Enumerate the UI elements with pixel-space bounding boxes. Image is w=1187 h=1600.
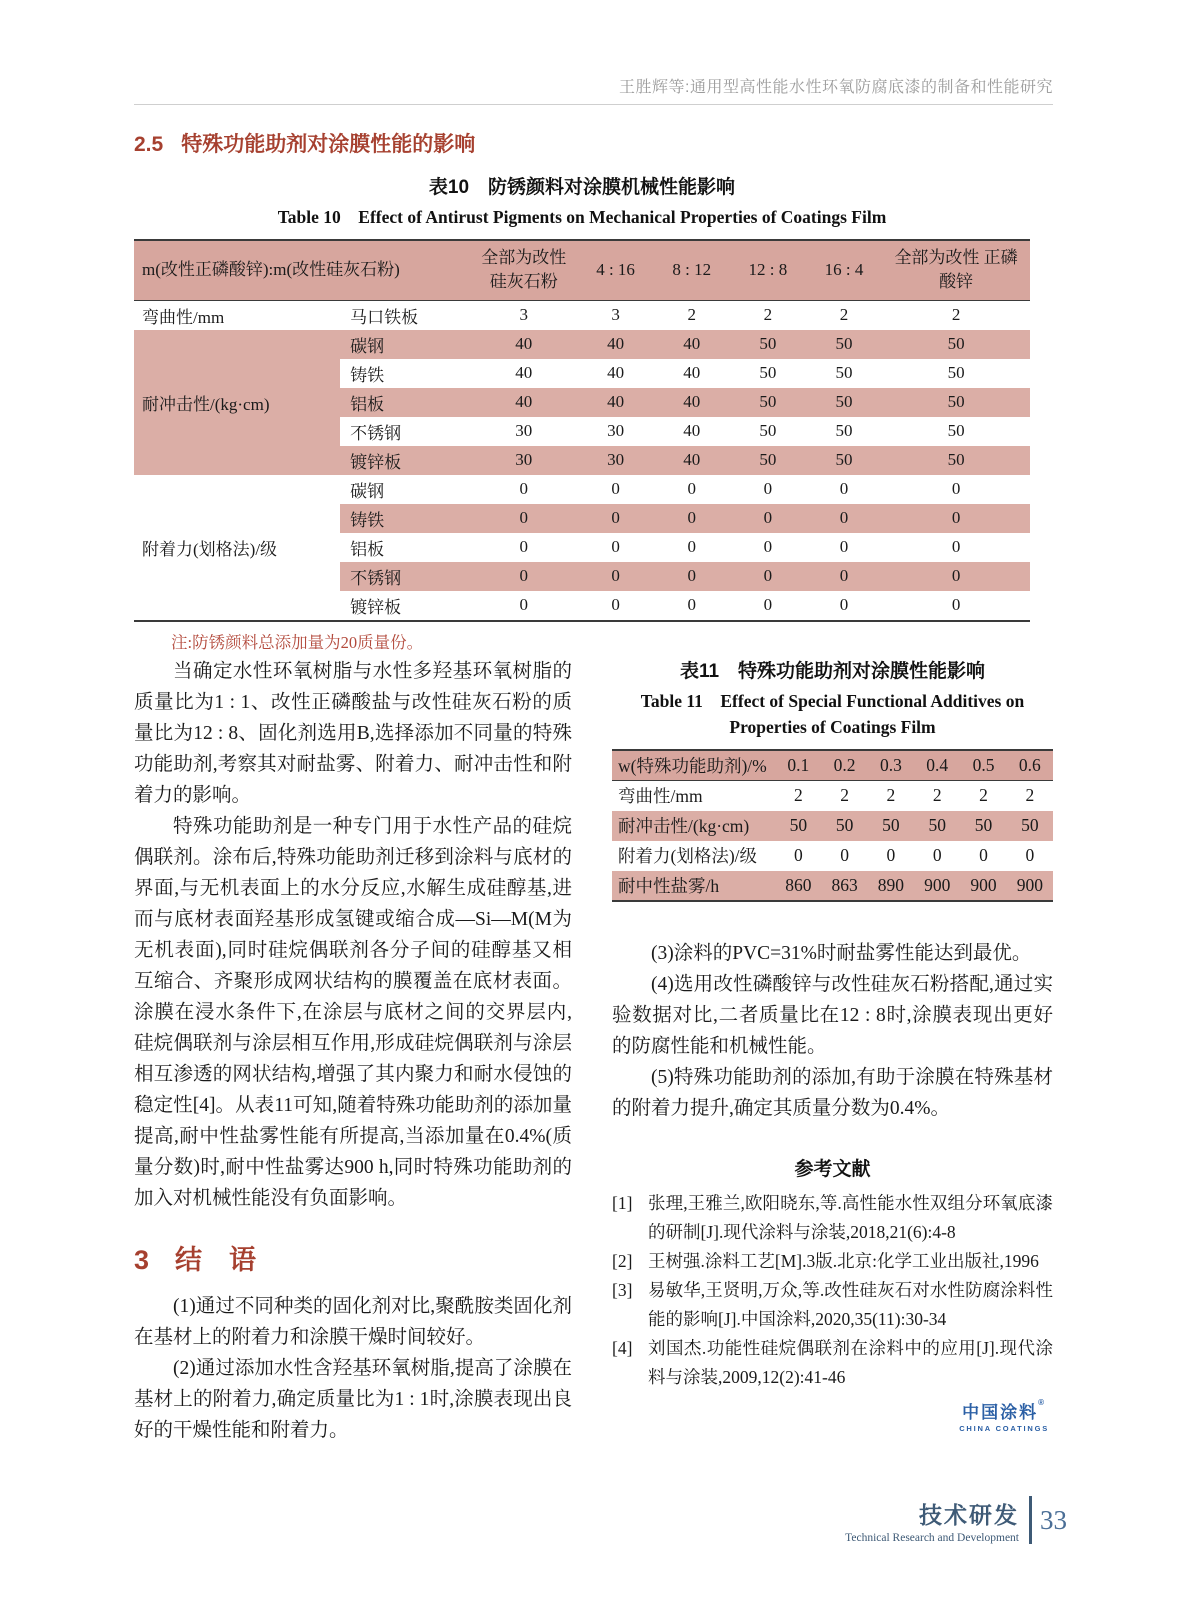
table10-value-cell: 40 [470,330,578,359]
table10-substrate-cell: 铝板 [340,533,470,562]
table10-substrate-cell: 镀锌板 [340,446,470,475]
table11-value-cell: 2 [960,781,1006,811]
table10-group-label: 耐冲击性/(kg·cm) [134,330,340,475]
table10-column-header: 8 : 12 [654,240,730,300]
table10-value-cell: 40 [654,330,730,359]
table10-value-cell: 3 [578,300,654,330]
table10-value-cell: 0 [730,475,806,504]
table10-value-cell: 40 [470,388,578,417]
section-number: 2.5 [134,133,164,156]
table10-value-cell: 2 [730,300,806,330]
references-heading: 参考文献 [794,1158,871,1180]
table11-row-label: w(特殊功能助剂)/% [612,750,775,781]
running-head: 王胜辉等:通用型高性能水性环氧防腐底漆的制备和性能研究 [619,79,1053,96]
table10-value-cell: 50 [882,446,1030,475]
conclusion-item-2: (2)通过添加水性含羟基环氧树脂,提高了涂膜在基材上的附着力,确定质量比为1 : 1时,涂膜表现出良好的干燥性能和附着力。 [134,1358,572,1441]
conclusion-item-4: (4)选用改性磷酸锌与改性硅灰石粉搭配,通过实验数据对比,二者质量比在12 : 8时,涂膜表现出更好的防腐性能和机械性能。 [612,973,1053,1057]
table10-header-row [134,240,1030,300]
table10-value-cell: 50 [730,446,806,475]
table10-value-cell: 50 [730,417,806,446]
table10 [134,239,1030,622]
table-row [612,781,1053,811]
table10-column-header: 16 : 4 [806,240,882,300]
table10-value-cell: 40 [578,330,654,359]
table-row [134,300,1030,330]
table10-group-label: 弯曲性/mm [134,300,340,330]
table10-column-header: 12 : 8 [730,240,806,300]
table10-substrate-cell: 铸铁 [340,359,470,388]
table10-value-cell: 50 [730,359,806,388]
table10-value-cell: 0 [654,591,730,621]
table10-value-cell: 30 [578,417,654,446]
table11-value-cell: 0.1 [775,750,821,781]
table11-value-cell: 860 [775,871,821,901]
table11-value-cell: 0.4 [914,750,960,781]
table10-value-cell: 0 [470,591,578,621]
table10-body [134,300,1030,621]
table10-value-cell: 0 [654,533,730,562]
table10-title-zh: 表10 防锈颜料对涂膜机械性能影响 [428,177,736,198]
table10-value-cell: 2 [654,300,730,330]
header-divider [134,104,1053,105]
table11-value-cell: 2 [1007,781,1053,811]
table10-value-cell: 40 [470,359,578,388]
table10-substrate-cell: 碳钢 [340,475,470,504]
section-number: 3 [134,1245,150,1275]
reference-number: [4] [612,1337,633,1358]
table10-value-cell: 0 [654,504,730,533]
table11-value-cell: 50 [1007,811,1053,841]
table10-value-cell: 50 [882,417,1030,446]
table10-value-cell: 0 [578,475,654,504]
table10-value-cell: 0 [470,504,578,533]
table11-title-zh: 表11 特殊功能助剂对涂膜性能影响 [679,661,986,682]
table10-value-cell: 0 [730,562,806,591]
paragraph: 当确定水性环氧树脂与水性多羟基环氧树脂的质量比为1 : 1、改性正磷酸盐与改性硅灰石粉的质量比为12 : 8、固化剂选用B,选择添加不同量的特殊功能助剂,考察其对耐盐雾、附着力、耐冲击性和附着力的影响。 [134,661,572,806]
table10-substrate-cell: 碳钢 [340,330,470,359]
table10-value-cell: 0 [654,562,730,591]
reference-text: 王树强.涂料工艺[M].3版.北京:化学工业出版社,1996 [648,1250,1039,1271]
table10-value-cell: 0 [578,533,654,562]
page-number: 33 [1040,1504,1067,1535]
table11-row-label: 耐冲击性/(kg·cm) [612,811,775,841]
logo-wordmark-en: CHINA COATINGS [959,1423,1049,1433]
section-title: 特殊功能助剂对涂膜性能的影响 [181,133,476,156]
table-row [612,841,1053,871]
table10-value-cell: 0 [882,475,1030,504]
table10-value-cell: 0 [470,533,578,562]
table10-value-cell: 0 [730,504,806,533]
table11-title-en-line1: Table 11 Effect of Special Functional Additives on [640,691,1025,711]
table10-value-cell: 50 [882,388,1030,417]
left-column [134,656,572,1446]
table11-value-cell: 0 [1007,841,1053,871]
table10-value-cell: 0 [806,504,882,533]
footer-section-en: Technical Research and Development [845,1531,1019,1544]
table10-column-header: 4 : 16 [578,240,654,300]
section-title: 结 语 [175,1245,257,1275]
page-footer [845,1496,1067,1544]
table10-value-cell: 0 [806,562,882,591]
table11-title-en-line2: Properties of Coatings Film [729,717,936,737]
table10-value-cell: 2 [806,300,882,330]
table11-value-cell: 0.5 [960,750,1006,781]
table-row [612,750,1053,781]
table11-value-cell: 50 [960,811,1006,841]
table10-value-cell: 50 [882,330,1030,359]
table11-title-en [612,688,1053,740]
table10-value-cell: 40 [654,388,730,417]
table10-value-cell: 50 [806,330,882,359]
table-row [134,475,1030,504]
table10-title-en: Table 10 Effect of Antirust Pigments on Mechanical Properties of Coatings Film [277,207,887,227]
reference-item [612,1334,1053,1392]
table10-value-cell: 0 [882,562,1030,591]
table10-value-cell: 50 [882,359,1030,388]
table10-group-label: 附着力(划格法)/级 [134,475,340,621]
section-3-heading [134,1238,572,1277]
table10-value-cell: 40 [654,446,730,475]
table10-value-cell: 0 [730,533,806,562]
table10-substrate-cell: 铝板 [340,388,470,417]
table10-value-cell: 0 [806,591,882,621]
table10-block [134,172,1030,653]
reference-number: [3] [612,1279,633,1300]
table11-value-cell: 0.2 [821,750,867,781]
table10-value-cell: 0 [806,475,882,504]
table11-value-cell: 890 [868,871,914,901]
table10-value-cell: 0 [470,562,578,591]
reference-text: 易敏华,王贤明,万众,等.改性硅灰石对水性防腐涂料性能的影响[J].中国涂料,2020,35(11):30-34 [648,1279,1053,1329]
conclusions-continued [612,938,1053,1124]
table10-header [134,240,1030,300]
reference-text: 刘国杰.功能性硅烷偶联剂在涂料中的应用[J].现代涂料与涂装,2009,12(2):41-46 [648,1337,1053,1387]
table10-value-cell: 0 [578,591,654,621]
table11-row-label: 附着力(划格法)/级 [612,841,775,871]
footer-divider-bar [1029,1496,1032,1544]
two-column-text [134,656,1053,1446]
table10-column-header: 全部为改性 硅灰石粉 [470,240,578,300]
table11-value-cell: 900 [960,871,1006,901]
table11-value-cell: 0 [960,841,1006,871]
table10-value-cell: 0 [654,475,730,504]
table11-value-cell: 50 [775,811,821,841]
table10-value-cell: 0 [882,504,1030,533]
table11-value-cell: 0 [914,841,960,871]
table11-value-cell: 2 [775,781,821,811]
conclusion-item-5: (5)特殊功能助剂的添加,有助于涂膜在特殊基材的附着力提升,确定其质量分数为0.4%。 [612,1066,1053,1119]
table10-substrate-cell: 铸铁 [340,504,470,533]
table10-value-cell: 40 [578,388,654,417]
table10-value-cell: 30 [470,446,578,475]
table11-value-cell: 50 [868,811,914,841]
table10-value-cell: 50 [730,330,806,359]
reference-item [612,1189,1053,1247]
table11-value-cell: 0 [775,841,821,871]
reference-item [612,1276,1053,1334]
reference-text: 张理,王雅兰,欧阳晓东,等.高性能水性双组分环氧底漆的研制[J].现代涂料与涂装,2018,21(6):4-8 [648,1192,1053,1242]
table10-value-cell: 0 [882,533,1030,562]
table10-value-cell: 50 [806,359,882,388]
registered-mark-icon: ® [1038,1397,1047,1407]
table10-header-label: m(改性正磷酸锌):m(改性硅灰石粉) [134,240,470,300]
table10-substrate-cell: 镀锌板 [340,591,470,621]
table11 [612,749,1053,902]
table10-note: 注:防锈颜料总添加量为20质量份。 [171,632,424,652]
table10-value-cell: 50 [806,388,882,417]
table11-row-label: 弯曲性/mm [612,781,775,811]
right-column [612,656,1053,1446]
table10-value-cell: 0 [578,504,654,533]
table10-value-cell: 3 [470,300,578,330]
table10-value-cell: 30 [470,417,578,446]
table11-value-cell: 50 [914,811,960,841]
table11-value-cell: 863 [821,871,867,901]
table10-value-cell: 50 [806,417,882,446]
table10-value-cell: 30 [578,446,654,475]
table11-value-cell: 0 [821,841,867,871]
footer-section-zh: 技术研发 [919,1501,1019,1528]
table11-row-label: 耐中性盐雾/h [612,871,775,901]
table11-value-cell: 2 [821,781,867,811]
conclusion-item-3: (3)涂料的PVC=31%时耐盐雾性能达到最优。 [651,942,1032,964]
table11-value-cell: 50 [821,811,867,841]
table11-value-cell: 0.3 [868,750,914,781]
table11-value-cell: 2 [914,781,960,811]
reference-number: [2] [612,1250,633,1271]
table10-value-cell: 2 [882,300,1030,330]
china-coatings-logo [612,1398,1053,1433]
table-row [612,811,1053,841]
table10-value-cell: 40 [654,417,730,446]
table10-value-cell: 0 [730,591,806,621]
table10-value-cell: 0 [806,533,882,562]
table10-value-cell: 40 [578,359,654,388]
table11-value-cell: 0 [868,841,914,871]
conclusion-item-1: (1)通过不同种类的固化剂对比,聚酰胺类固化剂在基材上的附着力和涂膜干燥时间较好。 [134,1296,572,1348]
table10-substrate-cell: 不锈钢 [340,562,470,591]
table10-substrate-cell: 马口铁板 [340,300,470,330]
table10-column-header: 全部为改性 正磷酸锌 [882,240,1030,300]
table10-value-cell: 0 [578,562,654,591]
table-row [612,871,1053,901]
table11-value-cell: 900 [914,871,960,901]
table10-value-cell: 40 [654,359,730,388]
references-list [612,1189,1053,1392]
reference-number: [1] [612,1192,633,1213]
table10-substrate-cell: 不锈钢 [340,417,470,446]
paragraph: 特殊功能助剂是一种专门用于水性产品的硅烷偶联剂。涂布后,特殊功能助剂迁移到涂料与底材的界面,与无机表面上的水分反应,水解生成硅醇基,进而与底材表面羟基形成氢键或缩合成—Si—M(M为无机表面),同时硅烷偶联剂各分子间的硅醇基又相互缩合、齐聚形成网状结构的膜覆盖在底材表面。涂膜在浸水条件下,在涂层与底材之间的交界层内,硅烷偶联剂与涂层相互作用,形成硅烷偶联剂与涂层相互渗透的网状结构,增强了其内聚力和耐水侵蚀的稳定性[4]。从表11可知,随着特殊功能助剂的添加量提高,耐中性盐雾性能有所提高,当添加量在0.4%(质量分数)时,耐中性盐雾达900 h,同时特殊功能助剂的加入对机械性能没有负面影响。 [134,816,572,1209]
table-row [134,330,1030,359]
table11-value-cell: 2 [868,781,914,811]
logo-wordmark-zh: 中国涂料® [962,1397,1047,1422]
section-2-5-heading [134,128,475,158]
table10-value-cell: 0 [470,475,578,504]
table10-value-cell: 0 [882,591,1030,621]
table10-value-cell: 50 [730,388,806,417]
table11-value-cell: 900 [1007,871,1053,901]
table11-value-cell: 0.6 [1007,750,1053,781]
table11-body [612,750,1053,901]
reference-item [612,1247,1053,1276]
table10-value-cell: 50 [806,446,882,475]
